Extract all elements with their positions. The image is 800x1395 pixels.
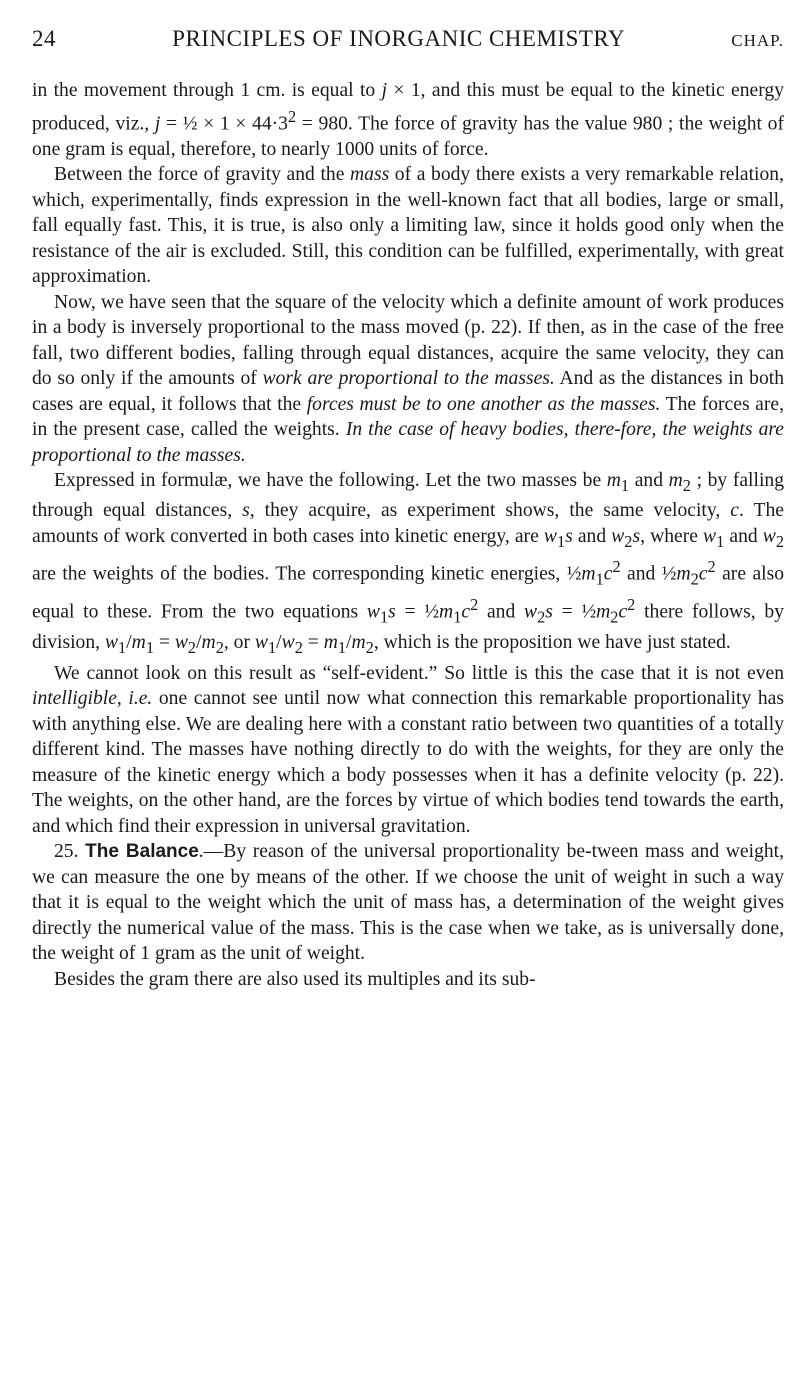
paragraph-velocity-work: Now, we have seen that the square of the velocity which a definite amount of work produces in a body is inversely proportional to the mass moved (p. 22). If then, as in the case of the free fall, two different bodies, falling through equal distances, acquire the same velocity, they can do so only if the amounts of work are proportional to the masses. And as the distances in both cases are equal, it follows that the forces must be to one another as the masses. The forces are, in the present case, called the weights. In the case of heavy bodies, there-fore, the weights are proportional to the masses. (32, 291, 784, 466)
running-title: PRINCIPLES OF INORGANIC CHEMISTRY (172, 26, 626, 51)
running-header (32, 26, 784, 52)
page-number: 24 (32, 26, 56, 51)
paragraph-formulae: Expressed in formulæ, we have the following. Let the two masses be $m_1$ and $m_2$ ; by falling through equal distances, s, they acquire, as experiment shows, the same velocity, c. The amounts of work converted in both cases into kinetic energy, are $w_1s$ and $w_2s$, where $w_1$ and $w_2$ are the weights of the bodies. The corresponding kinetic energies, $\frac{1}{2}m_1c^2$ and $\frac{1}{2}m_2c^2$ are also equal to these. From the two equations $w_1s$ = $\frac{1}{2}m_1c^2$ and $w_2s$ = $\frac{1}{2}m_2c^2$ there follows, by division, $w_1/m_1 = w_2/m_2$, or $w_1/w_2 = m_1/m_2$, which is the proposition we have just stated. (32, 470, 785, 658)
paragraph-mass-gravity: Between the force of gravity and the mass of a body there exists a very remarkable relation, which, experimentally, finds expression in the well-known fact that all bodies, large or small, fall equally fast. This, it is true, is also only a limiting law, since it holds good only when the resistance of the air is excluded. Still, this condition can be fulfilled, experimentally, with great approximation. (32, 164, 784, 288)
paragraph-self-evident: We cannot look on this result as “self-evident.” So little is this the case that it is not even intelligible, i.e. one cannot see until now what connection this remarkable proportionality has with anything else. We are dealing here with a constant ratio between two quantities of a totally different kind. The masses have nothing directly to do with the weights, for they are only the measure of the kinetic energy which a body possesses when it has a definite velocity (p. 22). The weights, on the other hand, are the forces by virtue of which bodies tend towards the earth, and which find their expression in universal gravitation. (32, 662, 784, 837)
paragraph-continuation: in the movement through 1 cm. is equal to j × 1, and this must be equal to the kinetic energy produced, viz., j = ½ × $1 \times 44\cdot 3^2 = 980$. The force of gravity has the value 980 ; the weight of one gram is equal, therefore, to nearly 1000 units of force. (32, 80, 784, 160)
paragraph-the-balance: 25. The Balance.—By reason of the universal proportionality be-tween mass and weight, we can measure the one by means of the other. If we choose the unit of weight in such a way that it is equal to the weight which the unit of mass has, a determination of the weight gives directly the numerical value of the mass. This is the case when we take, as is universally done, the weight of 1 gram as the unit of weight. (32, 841, 784, 965)
body-text (32, 78, 784, 992)
paragraph-multiples: Besides the gram there are also used its multiples and its sub- (54, 968, 536, 990)
book-page (32, 26, 784, 992)
chapter-label: CHAP. (731, 31, 784, 50)
